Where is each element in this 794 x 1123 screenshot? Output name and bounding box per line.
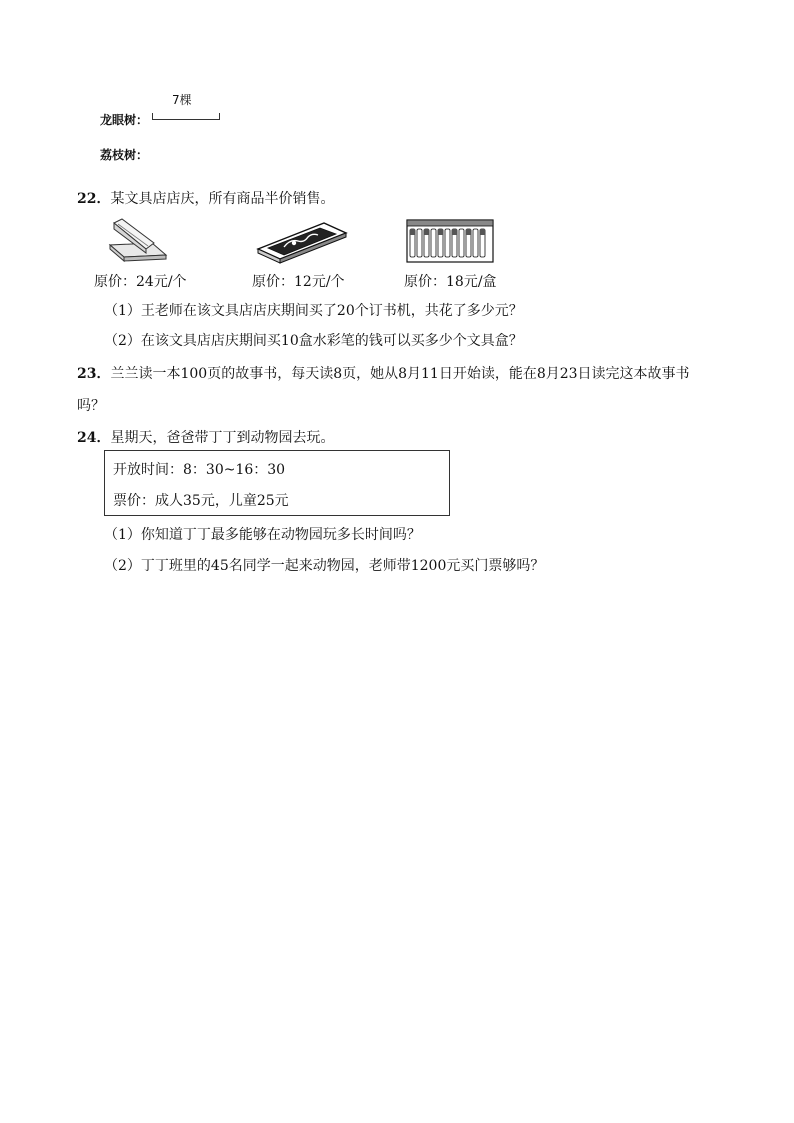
question-23-line2: 吗？ <box>77 398 105 414</box>
product-price-watercolor-pens: 原价：18元/盒 <box>404 274 497 290</box>
watercolor-pens-icon <box>406 219 494 263</box>
product-price-stapler: 原价：24元/个 <box>94 274 187 290</box>
question-22 <box>77 188 334 208</box>
question-22-sub2: （2）在该文具店店庆期间买10盒水彩笔的钱可以买多少个文具盒？ <box>104 333 523 349</box>
pencil-box-icon <box>254 219 350 265</box>
question-24 <box>77 427 334 447</box>
question-23 <box>77 363 690 383</box>
product-price-pencil-box: 原价：12元/个 <box>252 274 345 290</box>
question-24-sub2: （2）丁丁班里的45名同学一起来动物园，老师带1200元买门票够吗？ <box>104 558 545 574</box>
lychee-tree-label: 荔枝树： <box>100 148 149 162</box>
bracket-label: 7棵 <box>172 93 192 107</box>
question-number: 23． <box>77 366 111 382</box>
longan-tree-label: 龙眼树： <box>100 113 149 127</box>
opening-hours: 开放时间：8：30~16：30 <box>113 462 286 478</box>
question-22-sub1: （1）王老师在该文具店店庆期间买了20个订书机，共花了多少元？ <box>104 303 523 319</box>
question-stem: 星期天，爸爸带丁丁到动物园去玩。 <box>110 430 335 446</box>
question-24-sub1: （1）你知道丁丁最多能够在动物园玩多长时间吗？ <box>104 527 421 543</box>
stapler-icon <box>104 215 170 265</box>
question-number: 24． <box>77 430 111 446</box>
question-number: 22． <box>77 191 111 207</box>
question-23-line1: 兰兰读一本100页的故事书，每天读8页，她从8月11日开始读，能在8月23日读完这本故事书 <box>110 366 690 382</box>
ticket-prices: 票价：成人35元，儿童25元 <box>113 493 289 509</box>
question-stem: 某文具店店庆，所有商品半价销售。 <box>110 191 335 207</box>
longan-segment-bracket <box>152 113 220 120</box>
